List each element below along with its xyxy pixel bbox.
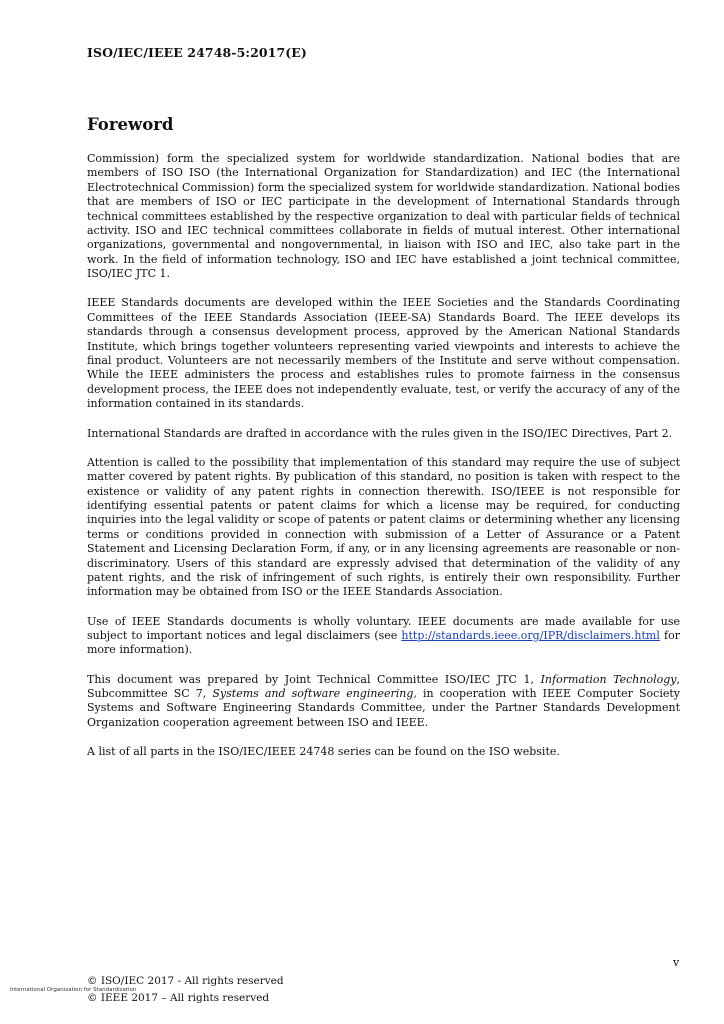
paragraph-directives: International Standards are drafted in accordance with the rules given in the ISO/IEC Directives, Part 2.	[87, 426, 673, 440]
paragraph-iso-iec: Commission) form the specialized system for worldwide standardization. National bodies that are members of ISO ISO (the International Organization for Standardization) and IEC (the International Electrotechnical Commission) form the specialized system for worldwide standardization. National bodies that are members of ISO or IEC participate in the development of International Standards through technical committees established by the respective organization to deal with particular fields of technical activity. ISO and IEC technical committees collaborate in fields of mutual interest. Other international organizations, governmental and nongovernmental, in liaison with ISO and IEC, also take part in the work. In the field of information technology, ISO and IEC have established a joint technical committee, ISO/IEC JTC 1.	[87, 152, 681, 281]
licensing-stamp: International Organization for Standardization	[10, 987, 137, 993]
paragraph-disclaimers	[87, 615, 680, 658]
disclaimers-text-after: for more information).	[87, 628, 680, 657]
copyright-ieee: © IEEE 2017 – All rights reserved	[87, 992, 270, 1004]
paragraph-patents: Attention is called to the possibility that implementation of this standard may require the use of subject matter covered by patent rights. By publication of this standard, no position is taken with respect to the existence or validity of any patent rights in connection therewith. ISO/IEEE is not responsible for identifying essential patents or patent claims for which a license may be required, for conducting inquiries into the legal validity or scope of patents or patent claims or determining whether any licensing terms or conditions provided in connection with submission of a Letter of Assurance or a Patent Statement and Licensing Declaration Form, if any, or in any licensing agreements are reasonable or non-discriminatory. Users of this standard are expressly advised that determination of the validity of any patent rights, and the risk of infringement of such rights, is entirely their own responsibility. Further information may be obtained from ISO or the IEEE Standards Association.	[87, 455, 680, 599]
disclaimers-text-before: Use of IEEE Standards documents is wholly voluntary. IEEE documents are made available for use subject to important notices and legal disclaimers (see	[87, 614, 680, 642]
prepared-by-text-c: , Subcommittee SC 7,	[87, 672, 680, 700]
foreword-body	[87, 152, 680, 774]
copyright-iso-iec: © ISO/IEC 2017 - All rights reserved	[87, 975, 284, 987]
paragraph-prepared-by	[87, 673, 680, 731]
paragraph-ieee-standards: IEEE Standards documents are developed within the IEEE Societies and the Standards Coordinating Committees of the IEEE Standards Association (IEEE-SA) Standards Board. The IEEE develops its standards through a consensus development process, approved by the American National Standards Institute, which brings together volunteers representing varied viewpoints and interests to achieve the final product. Volunteers are not necessarily members of the Institute and serve without compensation. While the IEEE administers the process and establishes rules to promote fairness in the consensus development process, the IEEE does not independently evaluate, test, or verify the accuracy of any of the information contained in its standards.	[87, 296, 680, 411]
disclaimers-link[interactable]: http://standards.ieee.org/IPR/disclaimers.html	[401, 628, 660, 642]
section-heading: Foreword	[87, 115, 174, 134]
prepared-by-text-e: in cooperation with IEEE Computer Society Systems and Software Engineering Standards Committee, under the Partner Standards Development Organization cooperation agreement between ISO and IEEE.	[87, 686, 680, 729]
prepared-by-subcommittee-title: Systems and software engineering,	[212, 686, 417, 700]
prepared-by-text-a: This document was prepared by Joint Technical Committee ISO/IEC JTC 1,	[87, 672, 541, 686]
prepared-by-committee-title: Information Technology	[540, 672, 677, 686]
paragraph-series-list: A list of all parts in the ISO/IEC/IEEE 24748 series can be found on the ISO website.	[87, 745, 560, 758]
document-id-header: ISO/IEC/IEEE 24748-5:2017(E)	[87, 45, 307, 60]
page-number: v	[673, 956, 680, 969]
